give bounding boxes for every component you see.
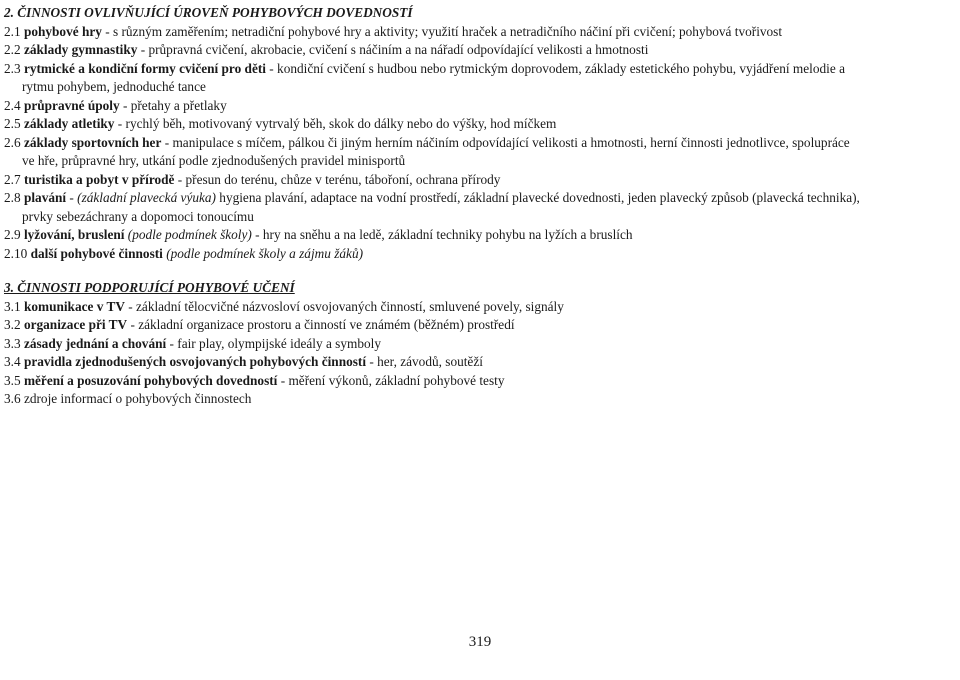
list-item — [4, 353, 954, 372]
item-number: 2.5 — [4, 116, 24, 131]
section-2-title: 2. ČINNOSTI OVLIVŇUJÍCÍ ÚROVEŇ POHYBOVÝCH DOVEDNOSTÍ — [4, 5, 413, 20]
item-number: 3.1 — [4, 298, 24, 314]
item-text: - základní tělocvičné názvosloví osvojovaných činností, smluvené povely, signály — [124, 298, 564, 314]
item-note: (podle podmínek školy a zájmu žáků) — [162, 245, 364, 261]
item-number: 2.8 — [4, 190, 24, 205]
item-text: - kondiční cvičení s hudbou nebo rytmickým doprovodem, základy estetického pohybu, vyjádření melodie a — [265, 60, 845, 76]
item-heading: průpravné úpoly — [23, 97, 120, 113]
section-3-list — [4, 298, 954, 409]
item-heading: plavání — [23, 190, 67, 205]
item-number: 3.2 — [4, 317, 24, 332]
item-heading: rytmické a kondiční formy cvičení pro děti — [23, 60, 266, 76]
item-heading: základy atletiky — [23, 116, 115, 131]
item-heading: pohybové hry — [23, 23, 102, 39]
item-number: 2.2 — [4, 42, 24, 57]
list-item — [4, 60, 954, 79]
item-number: 2.9 — [4, 227, 24, 242]
item-number: 3.6 — [4, 391, 24, 406]
section-2-list — [4, 23, 954, 264]
item-number: 2.6 — [4, 134, 24, 150]
item-text: - s různým zaměřením; netradiční pohybové hry a aktivity; využití hraček a netradičního náčiní při cvičení; pohybová tvořivost — [101, 23, 783, 39]
page-number: 319 — [468, 634, 492, 650]
item-text: - přesun do terénu, chůze v terénu, tábořoní, ochrana přírody — [174, 171, 501, 187]
list-item — [4, 23, 954, 42]
item-text: - manipulace s míčem, pálkou či jiným herním náčiním odpovídající velikosti a hmotnosti, herní činnosti jednotlivce, spolupráce — [161, 134, 850, 150]
item-heading: turistika a pobyt v přírodě — [23, 171, 175, 187]
item-heading: pravidla zjednodušených osvojovaných pohybových činností — [23, 354, 367, 369]
list-item — [4, 372, 954, 391]
item-text: zdroje informací o pohybových činnostech — [23, 391, 252, 406]
item-heading: základy gymnastiky — [23, 42, 138, 57]
item-text: - přetahy a přetlaky — [119, 97, 227, 113]
item-number: 2.4 — [4, 97, 24, 113]
item-heading: komunikace v TV — [23, 298, 125, 314]
document-content — [4, 4, 954, 409]
item-number: 2.3 — [4, 60, 24, 76]
section-3-title: 3. ČINNOSTI PODPORUJÍCÍ POHYBOVÉ UČENÍ — [4, 280, 295, 295]
item-heading: organizace při TV — [23, 317, 128, 332]
item-text: - měření výkonů, základní pohybové testy — [277, 372, 505, 388]
item-number: 2.7 — [4, 171, 24, 187]
item-heading: základy sportovních her — [23, 134, 162, 150]
list-item — [4, 171, 954, 190]
item-continuation: prvky sebezáchrany a dopomoci tonoucímu — [22, 208, 254, 224]
item-number: 3.4 — [4, 354, 24, 369]
item-note: - (základní plavecká výuka) — [66, 190, 216, 205]
item-text: - her, závodů, soutěží — [366, 354, 483, 369]
item-number: 3.3 — [4, 335, 24, 351]
item-text: - hry na sněhu a na ledě, základní techniky pohybu na lyžích a bruslích — [251, 227, 633, 242]
item-continuation: rytmu pohybem, jednoduché tance — [22, 79, 206, 94]
item-heading: další pohybové činnosti — [30, 245, 163, 261]
item-heading: zásady jednání a chování — [23, 335, 167, 351]
item-number: 3.5 — [4, 372, 24, 388]
list-item — [4, 97, 954, 116]
list-item — [4, 189, 954, 208]
list-item — [4, 41, 954, 60]
list-item — [4, 134, 954, 153]
list-item — [4, 335, 954, 354]
item-text: - rychlý běh, motivovaný vytrvalý běh, skok do dálky nebo do výšky, hod míčkem — [114, 116, 557, 131]
list-item — [4, 298, 954, 317]
list-item — [4, 390, 954, 409]
item-heading: měření a posuzování pohybových dovedností — [23, 372, 278, 388]
item-text: hygiena plavání, adaptace na vodní prostředí, základní plavecké dovednosti, jeden plavecký způsob (plavecká technika), — [215, 190, 860, 205]
list-item — [4, 115, 954, 134]
list-item — [4, 245, 954, 264]
item-continuation: ve hře, průpravné hry, utkání podle zjednodušených pravidel minisportů — [22, 153, 406, 168]
list-item — [4, 226, 954, 245]
item-number: 2.10 — [4, 245, 31, 261]
item-text: - průpravná cvičení, akrobacie, cvičení s náčiním a na nářadí odpovídající velikosti a hmotnosti — [137, 42, 649, 57]
item-text: - fair play, olympijské ideály a symboly — [166, 335, 381, 351]
item-text: - základní organizace prostoru a činností ve známém (běžném) prostředí — [127, 317, 515, 332]
section-gap — [4, 263, 954, 279]
item-note: (podle podmínek školy) — [124, 227, 252, 242]
item-number: 2.1 — [4, 23, 24, 39]
item-heading: lyžování, bruslení — [23, 227, 125, 242]
list-item — [4, 316, 954, 335]
